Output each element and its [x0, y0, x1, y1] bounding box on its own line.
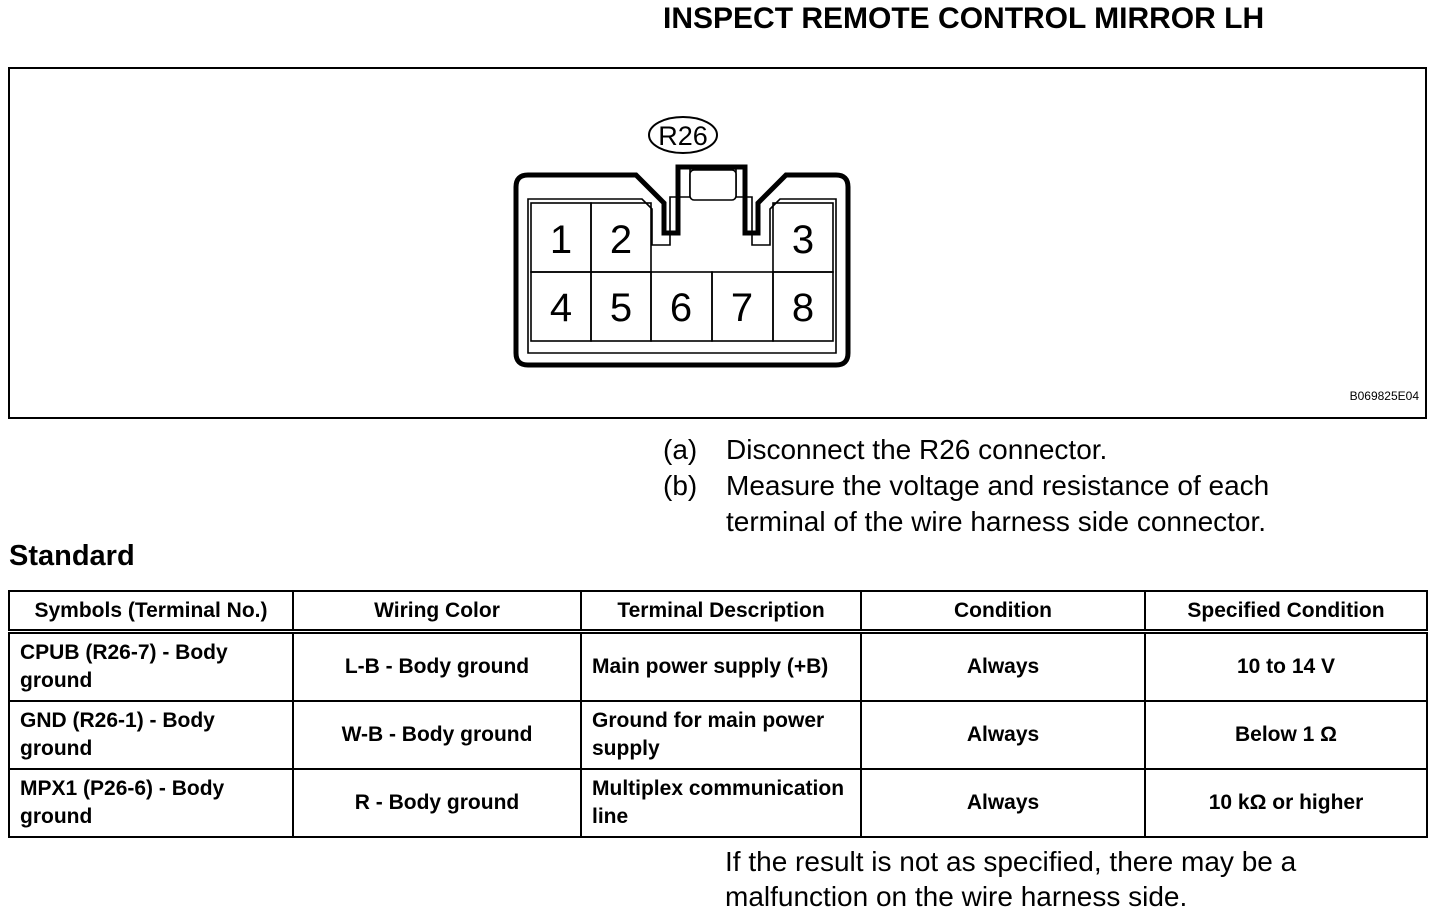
step-text: Disconnect the R26 connector. [726, 434, 1108, 465]
table-header-row [9, 591, 1427, 632]
specification-table [8, 590, 1428, 838]
header-symbols: Symbols (Terminal No.) [9, 591, 293, 632]
procedure-steps [663, 432, 1406, 540]
figure-code: B069825E04 [1349, 389, 1419, 403]
terminal-8: 8 [791, 286, 815, 330]
cell-symbol: GND (R26-1) - Body ground [9, 701, 293, 769]
page-title: INSPECT REMOTE CONTROL MIRROR LH [663, 2, 1265, 35]
cell-wiring-color: R - Body ground [293, 769, 581, 837]
step-a [663, 432, 1406, 468]
terminal-5: 5 [609, 286, 633, 330]
connector-lock-tab [690, 170, 736, 200]
cell-condition: Always [861, 632, 1145, 702]
header-condition: Condition [861, 591, 1145, 632]
cell-symbol: MPX1 (P26-6) - Body ground [9, 769, 293, 837]
cell-symbol: CPUB (R26-7) - Body ground [9, 632, 293, 702]
connector-diagram [10, 69, 1425, 417]
step-label: (b) [663, 470, 698, 501]
cell-wiring-color: L-B - Body ground [293, 632, 581, 702]
cell-specified: 10 to 14 V [1145, 632, 1427, 702]
step-text: Measure the voltage and resistance of each terminal of the wire harness side connector. [726, 470, 1270, 537]
table-row [9, 769, 1427, 837]
cell-description: Main power supply (+B) [581, 632, 861, 702]
terminal-4: 4 [549, 286, 573, 330]
footer-note: If the result is not as specified, there may be a malfunction on the wire harness side. [725, 846, 1297, 912]
step-b [663, 468, 1406, 540]
header-terminal-description: Terminal Description [581, 591, 861, 632]
table-row [9, 701, 1427, 769]
terminal-2: 2 [609, 218, 633, 262]
header-specified-condition: Specified Condition [1145, 591, 1427, 632]
cell-condition: Always [861, 701, 1145, 769]
cell-description: Ground for main power supply [581, 701, 861, 769]
cell-specified: 10 kΩ or higher [1145, 769, 1427, 837]
terminal-1: 1 [549, 218, 573, 262]
terminal-6: 6 [669, 286, 693, 330]
standard-heading: Standard [9, 540, 135, 572]
cell-description: Multiplex communication line [581, 769, 861, 837]
terminal-7: 7 [730, 286, 754, 330]
connector-figure [8, 67, 1427, 419]
connector-label: R26 [658, 121, 708, 151]
terminal-3: 3 [791, 218, 815, 262]
cell-wiring-color: W-B - Body ground [293, 701, 581, 769]
header-wiring-color: Wiring Color [293, 591, 581, 632]
cell-condition: Always [861, 769, 1145, 837]
step-label: (a) [663, 434, 698, 465]
cell-specified: Below 1 Ω [1145, 701, 1427, 769]
table-row [9, 632, 1427, 702]
